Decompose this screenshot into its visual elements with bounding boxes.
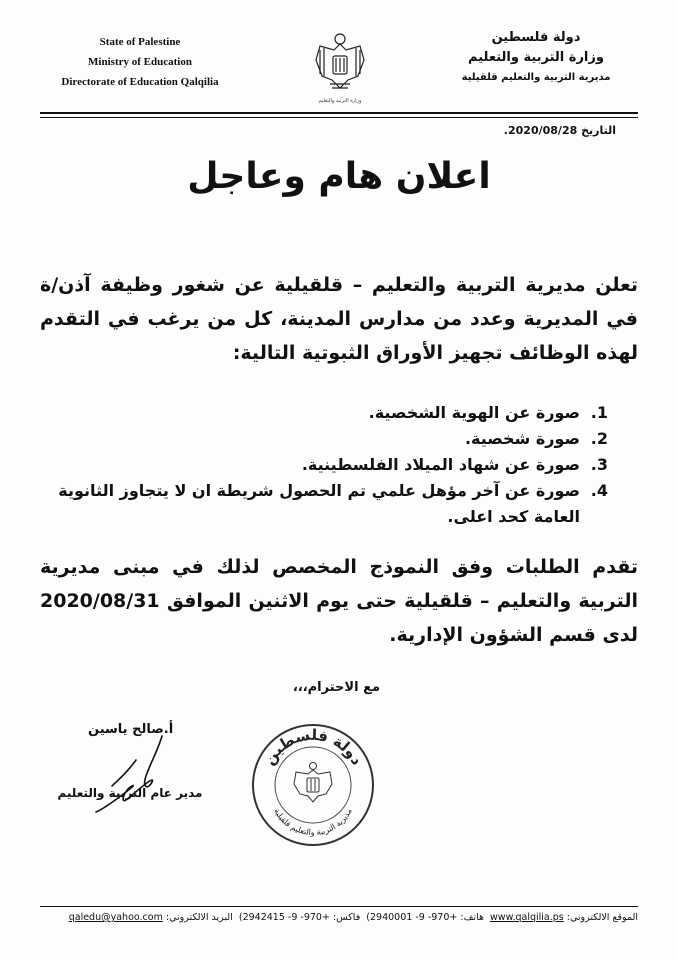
footer-email-label: البريد الالكتروني:: [165, 912, 233, 923]
stamp-bottom-text: مديرية التربية والتعليم قلقيلية: [272, 806, 354, 838]
header-ministry-ar: وزارة التربية والتعليم: [468, 50, 604, 65]
list-item: [50, 400, 608, 426]
list-item-text: صورة عن آخر مؤهل علمي تم الحصول شريطة ان لا يتجاوز الثانوية العامة كحد اعلى.: [58, 481, 580, 526]
header-state: State of Palestine: [99, 36, 181, 48]
footer-website-link[interactable]: www.qalqilia.ps: [490, 912, 564, 923]
list-item-text: صورة عن الهوية الشخصية.: [368, 403, 580, 422]
submission-paragraph: تقدم الطلبات وفق النموذج المخصص لذلك في مبنى مديرية التربية والتعليم – قلقيلية حتى يوم الاثنين الموافق 2020/08/31 لدى قسم الشؤون الإدارية.: [40, 556, 638, 646]
footer-email-link[interactable]: qaledu@yahoo.com: [68, 912, 163, 923]
header-english: [40, 32, 240, 92]
header-divider-thin: [40, 117, 638, 118]
intro-paragraph: تعلن مديرية التربية والتعليم – قلقيلية عن شغور وظيفة آذن/ة في المديرية وعدد من مدارس المدينة، كل من يرغب في التقدم لهذه الوظائف تجهيز الأوراق الثبوتية التالية:: [40, 274, 638, 364]
announcement-title: اعلان هام وعاجل: [187, 156, 491, 197]
document-date: التاريخ 2020/08/28.: [503, 124, 616, 137]
list-item: [50, 426, 608, 452]
signatory-name: أ.صالح ياسين: [88, 722, 174, 737]
list-item: [50, 452, 608, 478]
emblem-caption: وزارة التربية والتعليم: [318, 98, 362, 104]
signature-icon: [66, 730, 186, 820]
header-directorate-ar: مديرية التربية والتعليم قلقيلية: [461, 72, 611, 83]
list-item-number: 4.: [590, 481, 608, 500]
list-item-number: 3.: [590, 455, 608, 474]
svg-text:مديرية التربية والتعليم قلقيلي: [272, 807, 354, 837]
footer-fax-label: فاكس:: [332, 912, 361, 923]
list-item-text: صورة عن شهاد الميلاد الفلسطينية.: [301, 455, 580, 474]
footer-fax: (2942415 -9 -970+: [238, 912, 330, 923]
official-stamp-icon: [250, 722, 376, 848]
header-arabic: [446, 28, 626, 88]
footer-phone: (2940001 -9 -970+: [366, 912, 458, 923]
requirements-list: [50, 400, 608, 530]
header-directorate: Directorate of Education Qalqilia: [61, 76, 219, 88]
header-state-ar: دولة فلسطين: [491, 30, 581, 45]
stamp-top-text: دولة فلسطين: [259, 725, 367, 769]
list-item-number: 2.: [590, 429, 608, 448]
list-item-number: 1.: [590, 403, 608, 422]
eagle-emblem-icon: [312, 30, 368, 108]
header-ministry: Ministry of Education: [88, 56, 192, 68]
footer-phone-label: هاتف:: [460, 912, 484, 923]
footer-divider: [40, 906, 638, 907]
footer-website-label: الموقع الالكتروني:: [566, 912, 638, 923]
list-item-text: صورة شخصية.: [464, 429, 580, 448]
closing-regards: مع الاحترام،،،: [292, 680, 380, 695]
header-divider: [40, 112, 638, 114]
signatory-title: مدير عام التربية والتعليم: [57, 786, 203, 800]
footer-contact: [40, 912, 638, 923]
list-item: [50, 478, 608, 530]
